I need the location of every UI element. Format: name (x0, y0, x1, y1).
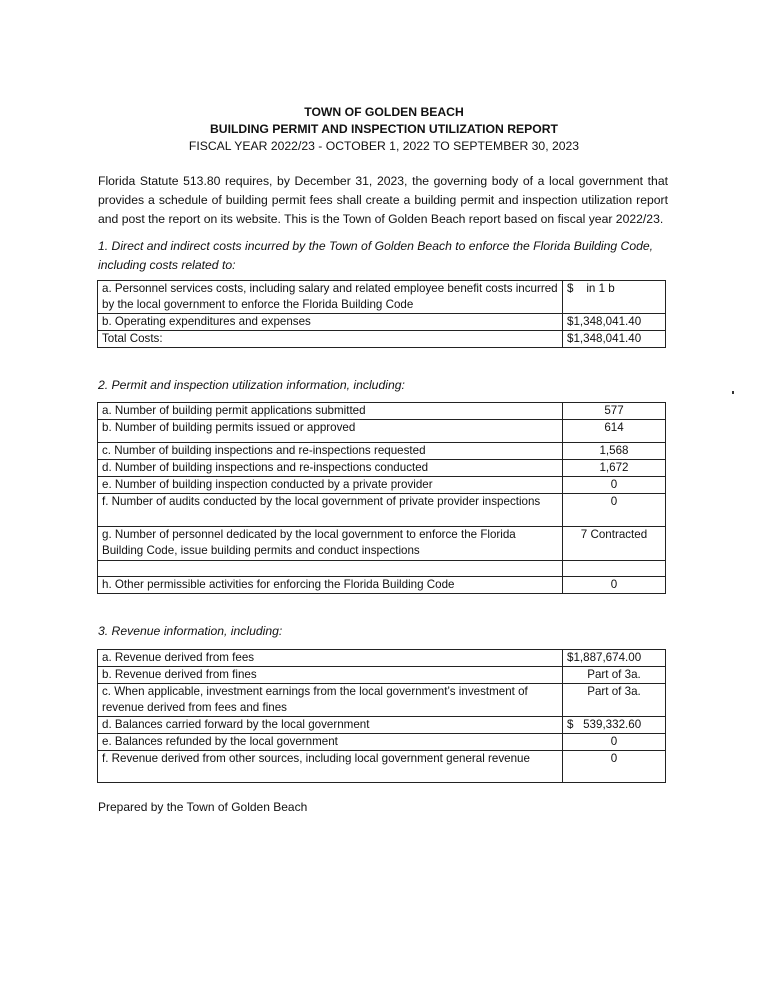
row-value: $ in 1 b (563, 281, 666, 314)
table-row (98, 420, 666, 443)
table-row (98, 667, 666, 684)
row-value: 1,672 (563, 460, 666, 477)
row-value: 0 (563, 751, 666, 783)
table-row (98, 281, 666, 314)
row-label: d. Balances carried forward by the local government (98, 717, 563, 734)
row-label: g. Number of personnel dedicated by the local government to enforce the Florida Building Code, issue building permits and conduct inspections (98, 527, 563, 561)
row-label: a. Personnel services costs, including salary and related employee benefit costs incurred by the local government to enforce the Florida Building Code (98, 281, 563, 314)
table-row (98, 494, 666, 527)
table-row (98, 734, 666, 751)
costs-table (97, 280, 666, 348)
row-label: Total Costs: (98, 331, 563, 348)
section-1-title: 1. Direct and indirect costs incurred by the Town of Golden Beach to enforce the Florida Building Code, including costs related to: (98, 239, 654, 272)
row-value: 1,568 (563, 443, 666, 460)
table-row (98, 577, 666, 594)
table-row-empty (98, 561, 666, 577)
row-label: e. Number of building inspection conducted by a private provider (98, 477, 563, 494)
row-value: $1,887,674.00 (563, 650, 666, 667)
row-value: 0 (563, 577, 666, 594)
table-row (98, 331, 666, 348)
table-row (98, 477, 666, 494)
table-row (98, 717, 666, 734)
header-town-name: TOWN OF GOLDEN BEACH (304, 105, 464, 119)
table-row (98, 527, 666, 561)
header-report-title: BUILDING PERMIT AND INSPECTION UTILIZATION REPORT (209, 122, 558, 136)
section-3-title: 3. Revenue information, including: (98, 624, 283, 638)
row-value: $1,348,041.40 (563, 331, 666, 348)
row-label: b. Number of building permits issued or approved (98, 420, 563, 443)
row-value: 0 (563, 477, 666, 494)
table-row (98, 403, 666, 420)
row-label: f. Revenue derived from other sources, including local government general revenue (98, 751, 563, 783)
table-row (98, 650, 666, 667)
row-value: 7 Contracted (563, 527, 666, 561)
row-value: 0 (563, 734, 666, 751)
permit-utilization-table (97, 402, 666, 594)
row-label: a. Revenue derived from fees (98, 650, 563, 667)
row-label (98, 561, 563, 577)
intro-paragraph: Florida Statute 513.80 requires, by December 31, 2023, the governing body of a local government that provides a schedule of building permit fees shall create a building permit and inspection utilization report and post the report on its website. This is the Town of Golden Beach report based on fiscal year 2022/23. (98, 174, 668, 226)
table-row (98, 460, 666, 477)
row-label: h. Other permissible activities for enforcing the Florida Building Code (98, 577, 563, 594)
row-value: 0 (563, 494, 666, 527)
row-value: Part of 3a. (563, 684, 666, 717)
table-row (98, 751, 666, 783)
revenue-table (97, 649, 666, 783)
header-fiscal-year: FISCAL YEAR 2022/23 - OCTOBER 1, 2022 TO SEPTEMBER 30, 2023 (188, 139, 580, 153)
row-label: c. When applicable, investment earnings from the local government’s investment of revenue derived from fees and fines (98, 684, 563, 717)
row-value: $ 539,332.60 (563, 717, 666, 734)
row-label: c. Number of building inspections and re-inspections requested (98, 443, 563, 460)
row-label: b. Revenue derived from fines (98, 667, 563, 684)
row-value: 577 (563, 403, 666, 420)
scan-artifact (732, 391, 734, 394)
row-label: b. Operating expenditures and expenses (98, 314, 563, 331)
row-value: 614 (563, 420, 666, 443)
table-row (98, 684, 666, 717)
row-label: f. Number of audits conducted by the local government of private provider inspections (98, 494, 563, 527)
table-row (98, 314, 666, 331)
row-label: a. Number of building permit applications submitted (98, 403, 563, 420)
section-2-title: 2. Permit and inspection utilization information, including: (98, 378, 405, 392)
row-label: d. Number of building inspections and re-inspections conducted (98, 460, 563, 477)
row-value: Part of 3a. (563, 667, 666, 684)
prepared-by-footer: Prepared by the Town of Golden Beach (98, 800, 308, 814)
row-value: $1,348,041.40 (563, 314, 666, 331)
table-row (98, 443, 666, 460)
row-label: e. Balances refunded by the local government (98, 734, 563, 751)
row-value (563, 561, 666, 577)
